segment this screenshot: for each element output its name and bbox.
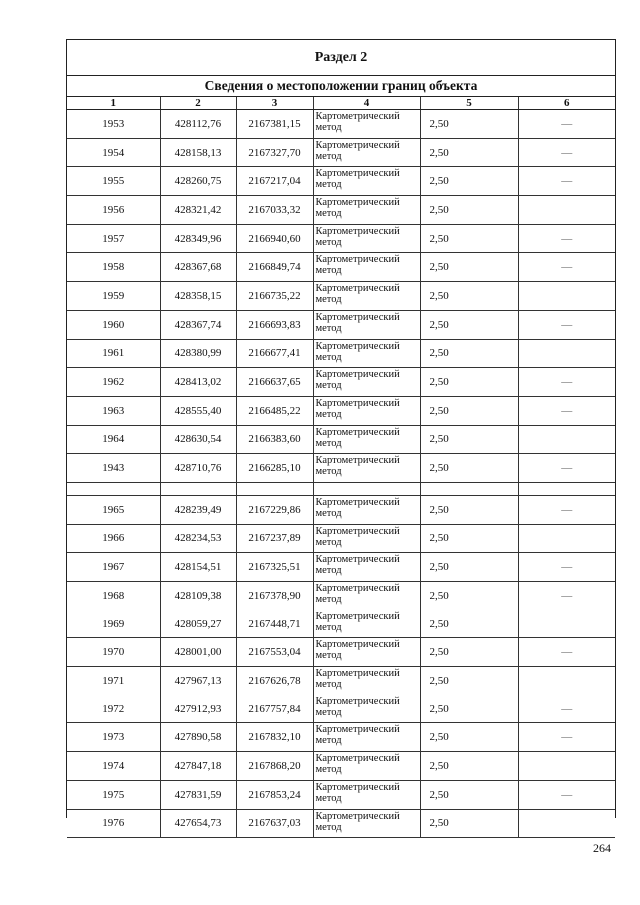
accuracy-cell: 2,50 xyxy=(420,167,518,196)
boundary-table xyxy=(67,97,615,838)
point-number: 1955 xyxy=(67,167,160,196)
accuracy-cell: 2,50 xyxy=(420,368,518,397)
y-coordinate: 2167381,15 xyxy=(236,110,313,139)
note-cell: — xyxy=(518,553,615,582)
point-number: 1968 xyxy=(102,589,125,602)
x-coordinate: 428413,02 xyxy=(160,368,236,397)
note-cell: — xyxy=(518,167,615,196)
x-coordinate: 428555,40 xyxy=(160,396,236,425)
method-cell: Картометрический метод xyxy=(313,138,420,167)
x-coordinate: 428001,00 xyxy=(160,638,236,667)
x-coordinate: 428239,49 xyxy=(160,495,236,524)
point-number: 1962 xyxy=(67,368,160,397)
note-cell: — xyxy=(518,780,615,809)
document-sheet xyxy=(66,39,616,833)
y-coordinate: 2166677,41 xyxy=(236,339,313,368)
point-number: 1960 xyxy=(67,310,160,339)
point-number: 1961 xyxy=(67,339,160,368)
accuracy-cell: 2,50 xyxy=(420,282,518,311)
table-row xyxy=(67,809,615,838)
method-cell: Картометрический метод xyxy=(313,167,420,196)
point-number: 1973 xyxy=(67,723,160,752)
header-col-6: 6 xyxy=(518,97,615,110)
accuracy-cell: 2,50 xyxy=(420,310,518,339)
spacer-cell xyxy=(236,482,313,495)
note-cell: — xyxy=(518,224,615,253)
method-cell: Картометрический метод xyxy=(313,780,420,809)
table-body xyxy=(67,110,615,838)
y-coordinate: 2166485,22 xyxy=(236,396,313,425)
point-number: 1964 xyxy=(67,425,160,454)
x-coordinate: 428234,53 xyxy=(160,524,236,553)
point-number: 1966 xyxy=(67,524,160,553)
method-cell: Картометрический метод xyxy=(313,695,420,723)
x-coordinate: 427890,58 xyxy=(160,723,236,752)
method-cell: Картометрический метод xyxy=(313,310,420,339)
note-cell: — xyxy=(518,396,615,425)
method-cell: Картометрический метод xyxy=(313,524,420,553)
note-cell xyxy=(518,282,615,311)
method-cell: Картометрический метод xyxy=(313,253,420,282)
table-row xyxy=(67,167,615,196)
table-row xyxy=(67,582,615,610)
table-row xyxy=(67,553,615,582)
table-row xyxy=(67,695,615,723)
method-cell: Картометрический метод xyxy=(313,196,420,225)
note-cell xyxy=(518,524,615,553)
accuracy-cell: 2,50 xyxy=(420,553,518,582)
note-cell: — xyxy=(518,582,615,610)
y-coordinate: 2167853,24 xyxy=(236,780,313,809)
point-number: 1959 xyxy=(67,282,160,311)
spacer-cell xyxy=(518,482,615,495)
x-coordinate: 427967,13 xyxy=(160,667,236,695)
x-coordinate: 428367,74 xyxy=(160,310,236,339)
spacer-cell xyxy=(420,482,518,495)
table-row xyxy=(67,638,615,667)
y-coordinate: 2167237,89 xyxy=(236,524,313,553)
x-coordinate: 427912,93 xyxy=(160,695,236,723)
header-col-2: 2 xyxy=(160,97,236,110)
point-number: 1971 xyxy=(102,674,125,687)
accuracy-cell: 2,50 xyxy=(420,809,518,838)
accuracy-cell: 2,50 xyxy=(420,780,518,809)
point-number: 1958 xyxy=(67,253,160,282)
accuracy-cell: 2,50 xyxy=(420,610,518,638)
y-coordinate: 2166383,60 xyxy=(236,425,313,454)
accuracy-cell: 2,50 xyxy=(420,110,518,139)
x-coordinate: 428367,68 xyxy=(160,253,236,282)
y-coordinate: 2167757,84 xyxy=(236,695,313,723)
accuracy-cell: 2,50 xyxy=(420,752,518,781)
x-coordinate: 428710,76 xyxy=(160,454,236,483)
header-col-1: 1 xyxy=(67,97,160,110)
y-coordinate: 2167868,20 xyxy=(236,752,313,781)
accuracy-cell: 2,50 xyxy=(420,667,518,695)
note-cell xyxy=(518,667,615,695)
spacer-cell xyxy=(160,482,236,495)
accuracy-cell: 2,50 xyxy=(420,723,518,752)
x-coordinate: 427831,59 xyxy=(160,780,236,809)
accuracy-cell: 2,50 xyxy=(420,524,518,553)
table-row xyxy=(67,110,615,139)
x-coordinate: 428380,99 xyxy=(160,339,236,368)
accuracy-cell: 2,50 xyxy=(420,495,518,524)
y-coordinate: 2166693,83 xyxy=(236,310,313,339)
table-row xyxy=(67,524,615,553)
x-coordinate: 427847,18 xyxy=(160,752,236,781)
section-title: Раздел 2 xyxy=(67,40,615,76)
y-coordinate: 2166940,60 xyxy=(236,224,313,253)
point-number: 1967 xyxy=(67,553,160,582)
method-cell: Картометрический метод xyxy=(313,368,420,397)
note-cell: — xyxy=(518,454,615,483)
note-cell xyxy=(518,752,615,781)
y-coordinate: 2166735,22 xyxy=(236,282,313,311)
point-number: 1976 xyxy=(67,809,160,838)
table-row xyxy=(67,196,615,225)
method-cell: Картометрический метод xyxy=(313,110,420,139)
point-number: 1969 xyxy=(67,610,160,638)
y-coordinate: 2167229,86 xyxy=(236,495,313,524)
note-cell: — xyxy=(518,723,615,752)
y-coordinate: 2167378,90 xyxy=(236,582,313,610)
x-coordinate: 428260,75 xyxy=(160,167,236,196)
spacer-cell xyxy=(313,482,420,495)
point-number: 1953 xyxy=(67,110,160,139)
y-coordinate: 2167626,78 xyxy=(236,667,313,695)
x-coordinate: 428358,15 xyxy=(160,282,236,311)
point-number: 1963 xyxy=(67,396,160,425)
accuracy-cell: 2,50 xyxy=(420,454,518,483)
spacer-cell xyxy=(67,482,160,495)
point-number: 1954 xyxy=(67,138,160,167)
table-row xyxy=(67,224,615,253)
table-row xyxy=(67,310,615,339)
accuracy-cell: 2,50 xyxy=(420,339,518,368)
x-coordinate: 428109,38 xyxy=(160,582,236,610)
x-coordinate: 428112,76 xyxy=(160,110,236,139)
y-coordinate: 2166637,65 xyxy=(236,368,313,397)
accuracy-cell: 2,50 xyxy=(420,425,518,454)
accuracy-cell: 2,50 xyxy=(420,138,518,167)
header-row xyxy=(67,97,615,110)
y-coordinate: 2167217,04 xyxy=(236,167,313,196)
accuracy-cell: 2,50 xyxy=(420,638,518,667)
x-coordinate: 428349,96 xyxy=(160,224,236,253)
y-coordinate: 2167832,10 xyxy=(236,723,313,752)
note-cell xyxy=(518,196,615,225)
table-row xyxy=(67,339,615,368)
method-cell: Картометрический метод xyxy=(313,495,420,524)
note-cell: — xyxy=(518,253,615,282)
method-cell: Картометрический метод xyxy=(313,425,420,454)
accuracy-cell: 2,50 xyxy=(420,396,518,425)
table-row xyxy=(67,368,615,397)
table-row xyxy=(67,667,615,695)
method-cell: Картометрический метод xyxy=(313,723,420,752)
header-col-5: 5 xyxy=(420,97,518,110)
method-cell: Картометрический метод xyxy=(313,224,420,253)
table-row xyxy=(67,282,615,311)
point-number: 1975 xyxy=(67,780,160,809)
table-row xyxy=(67,752,615,781)
method-cell: Картометрический метод xyxy=(313,582,420,610)
y-coordinate: 2167448,71 xyxy=(236,610,313,638)
header-col-3: 3 xyxy=(236,97,313,110)
table-row xyxy=(67,454,615,483)
method-cell: Картометрический метод xyxy=(313,339,420,368)
accuracy-cell: 2,50 xyxy=(420,224,518,253)
method-cell: Картометрический метод xyxy=(313,282,420,311)
table-row xyxy=(67,610,615,638)
point-number: 1974 xyxy=(67,752,160,781)
note-cell: — xyxy=(518,695,615,723)
accuracy-cell: 2,50 xyxy=(420,582,518,610)
method-cell: Картометрический метод xyxy=(313,809,420,838)
point-number: 1965 xyxy=(67,495,160,524)
method-cell: Картометрический метод xyxy=(313,667,420,695)
x-coordinate: 428059,27 xyxy=(160,610,236,638)
x-coordinate: 428158,13 xyxy=(160,138,236,167)
table-row xyxy=(67,495,615,524)
page-number: 264 xyxy=(593,841,611,855)
table-row xyxy=(67,723,615,752)
method-cell: Картометрический метод xyxy=(313,553,420,582)
note-cell xyxy=(518,610,615,638)
y-coordinate: 2167033,32 xyxy=(236,196,313,225)
note-cell: — xyxy=(518,638,615,667)
header-col-4: 4 xyxy=(313,97,420,110)
accuracy-cell: 2,50 xyxy=(420,196,518,225)
method-cell: Картометрический метод xyxy=(313,610,420,638)
y-coordinate: 2166285,10 xyxy=(236,454,313,483)
accuracy-cell: 2,50 xyxy=(420,253,518,282)
y-coordinate: 2166849,74 xyxy=(236,253,313,282)
note-cell: — xyxy=(518,495,615,524)
point-number: 1943 xyxy=(67,454,160,483)
table-row xyxy=(67,138,615,167)
accuracy-cell: 2,50 xyxy=(420,695,518,723)
note-cell: — xyxy=(518,138,615,167)
x-coordinate: 427654,73 xyxy=(160,809,236,838)
y-coordinate: 2167327,70 xyxy=(236,138,313,167)
note-cell: — xyxy=(518,310,615,339)
y-coordinate: 2167553,04 xyxy=(236,638,313,667)
y-coordinate: 2167637,03 xyxy=(236,809,313,838)
table-row xyxy=(67,425,615,454)
x-coordinate: 428154,51 xyxy=(160,553,236,582)
y-coordinate: 2167325,51 xyxy=(236,553,313,582)
point-number: 1956 xyxy=(67,196,160,225)
table-row xyxy=(67,396,615,425)
method-cell: Картометрический метод xyxy=(313,396,420,425)
method-cell: Картометрический метод xyxy=(313,454,420,483)
x-coordinate: 428630,54 xyxy=(160,425,236,454)
note-cell: — xyxy=(518,368,615,397)
x-coordinate: 428321,42 xyxy=(160,196,236,225)
point-number: 1970 xyxy=(67,638,160,667)
method-cell: Картометрический метод xyxy=(313,638,420,667)
table-row xyxy=(67,253,615,282)
note-cell xyxy=(518,339,615,368)
point-number: 1972 xyxy=(67,695,160,723)
note-cell xyxy=(518,809,615,838)
sub-title: Сведения о местоположении границ объекта xyxy=(67,76,615,97)
spacer-row xyxy=(67,482,615,495)
note-cell: — xyxy=(518,110,615,139)
note-cell xyxy=(518,425,615,454)
point-number: 1957 xyxy=(67,224,160,253)
table-row xyxy=(67,780,615,809)
method-cell: Картометрический метод xyxy=(313,752,420,781)
